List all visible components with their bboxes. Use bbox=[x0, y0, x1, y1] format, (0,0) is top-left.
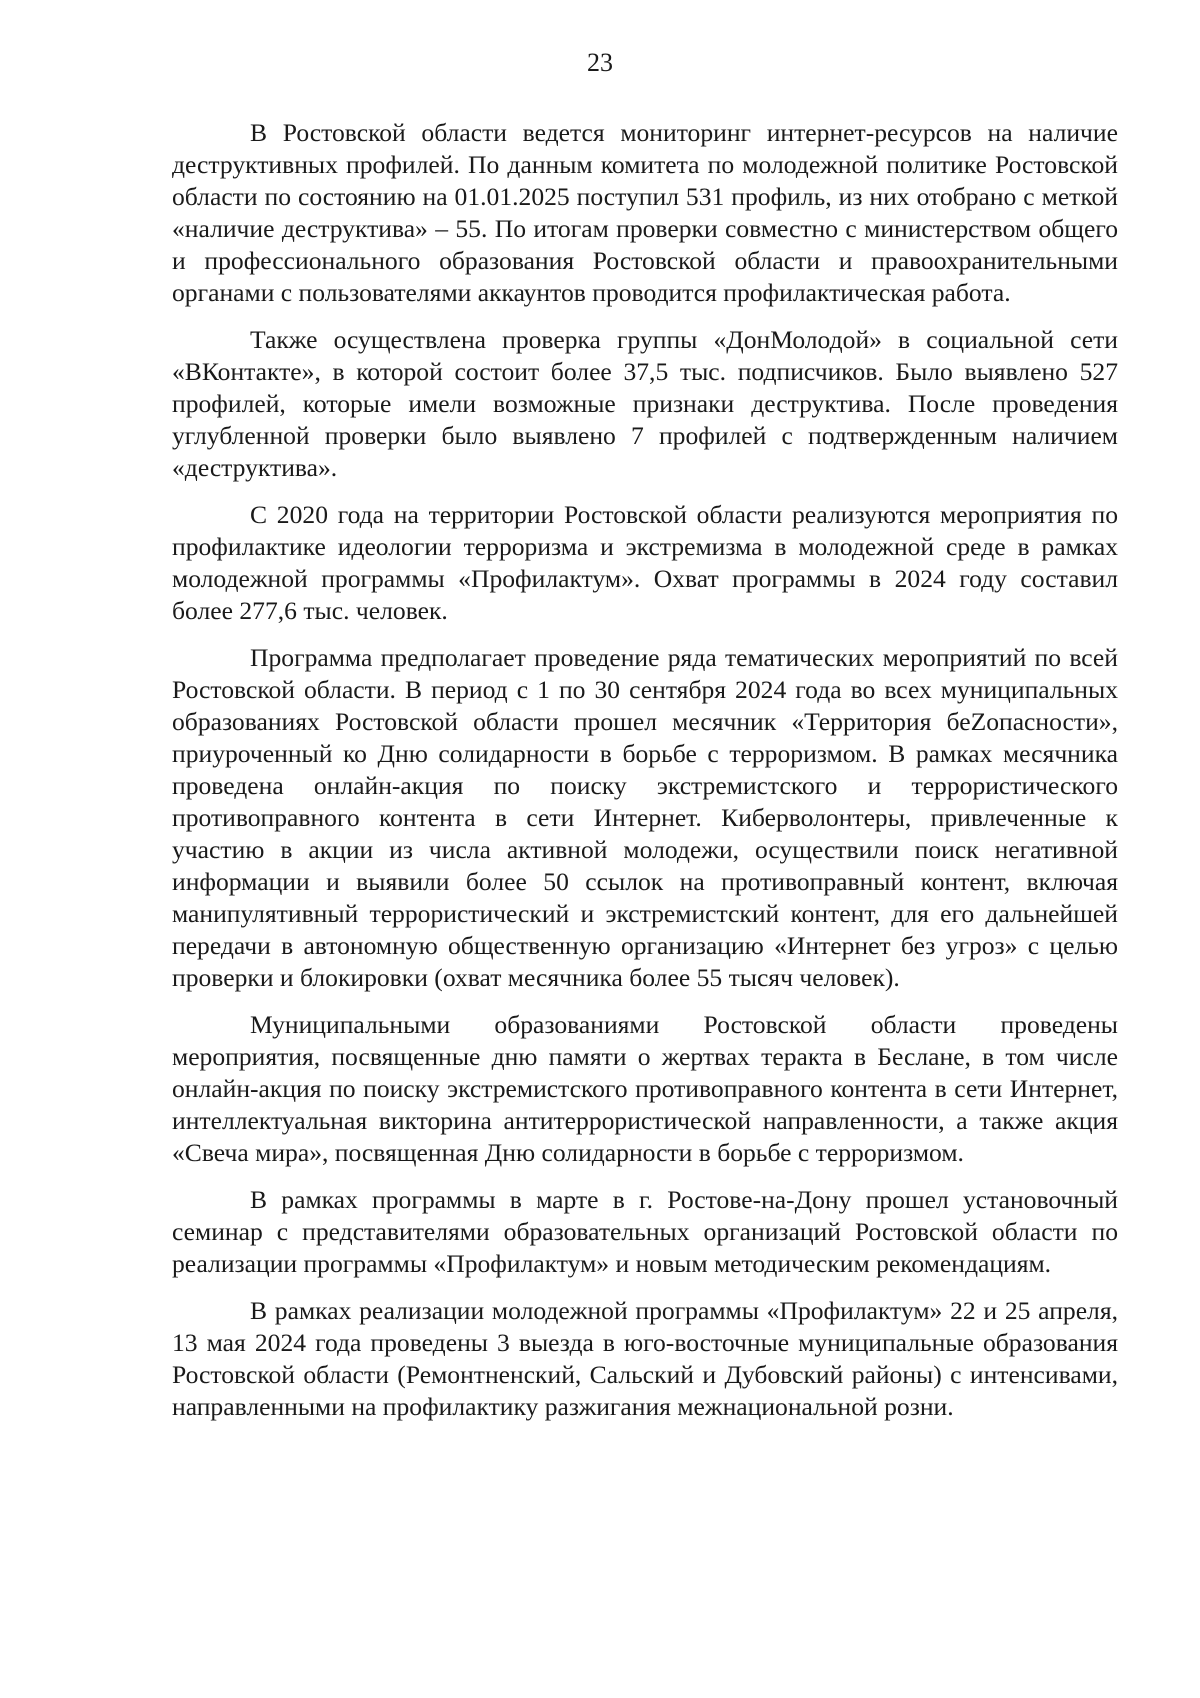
document-body bbox=[172, 117, 1118, 1438]
paragraph-seminar: В рамках программы в марте в г. Ростове-на-Дону прошел установочный семинар с представителями образовательных организаций Ростовской области по реализации программы «Профилактум» и новым методическим рекомендациям. bbox=[172, 1185, 1118, 1278]
paragraph-donmolodoy-check: Также осуществлена проверка группы «ДонМолодой» в социальной сети «ВКонтакте», в которой состоит более 37,5 тыс. подписчиков. Было выявлено 527 профилей, которые имели возможные признаки деструктива. После проведения углубленной проверки было выявлено 7 профилей с подтвержденным наличием «деструктива». bbox=[172, 325, 1118, 482]
page-number: 23 bbox=[587, 48, 613, 77]
paragraph-security-month: Программа предполагает проведение ряда тематических мероприятий по всей Ростовской области. В период с 1 по 30 сентября 2024 года во всех муниципальных образованиях Ростовской области прошел месячник «Территория беZопасности», приуроченный ко Дню солидарности в борьбе с терроризмом. В рамках месячника проведена онлайн-акция по поиску экстремистского и террористического противоправного контента в сети Интернет. Киберволонтеры, привлеченные к участию в акции из числа активной молодежи, осуществили поиск негативной информации и выявили более 50 ссылок на противоправный контент, включая манипулятивный террористический и экстремистский контент, для его дальнейшей передачи в автономную общественную организацию «Интернет без угроз» с целью проверки и блокировки (охват месячника более 55 тысяч человек). bbox=[172, 643, 1118, 992]
paragraph-beslan-memorial: Муниципальными образованиями Ростовской области проведены мероприятия, посвященные дню памяти о жертвах теракта в Беслане, в том числе онлайн-акция по поиску экстремистского противоправного контента в сети Интернет, интеллектуальная викторина антитеррористической направленности, а также акция «Свеча мира», посвященная Дню солидарности в борьбе с терроризмом. bbox=[172, 1010, 1118, 1167]
paragraph-monitoring: В Ростовской области ведется мониторинг интернет-ресурсов на наличие деструктивных профилей. По данным комитета по молодежной политике Ростовской области по состоянию на 01.01.2025 поступил 531 профиль, из них отобрано с меткой «наличие деструктива» – 55. По итогам проверки совместно с министерством общего и профессионального образования Ростовской области и правоохранительными органами с пользователями аккаунтов проводится профилактическая работа. bbox=[172, 118, 1118, 307]
paragraph-intensives: В рамках реализации молодежной программы «Профилактум» 22 и 25 апреля, 13 мая 2024 года проведены 3 выезда в юго-восточные муниципальные образования Ростовской области (Ремонтненский, Сальский и Дубовский районы) с интенсивами, направленными на профилактику разжигания межнациональной розни. bbox=[172, 1296, 1118, 1421]
paragraph-profilaktum-program: С 2020 года на территории Ростовской области реализуются мероприятия по профилактике идеологии терроризма и экстремизма в молодежной среде в рамках молодежной программы «Профилактум». Охват программы в 2024 году составил более 277,6 тыс. человек. bbox=[172, 500, 1118, 625]
